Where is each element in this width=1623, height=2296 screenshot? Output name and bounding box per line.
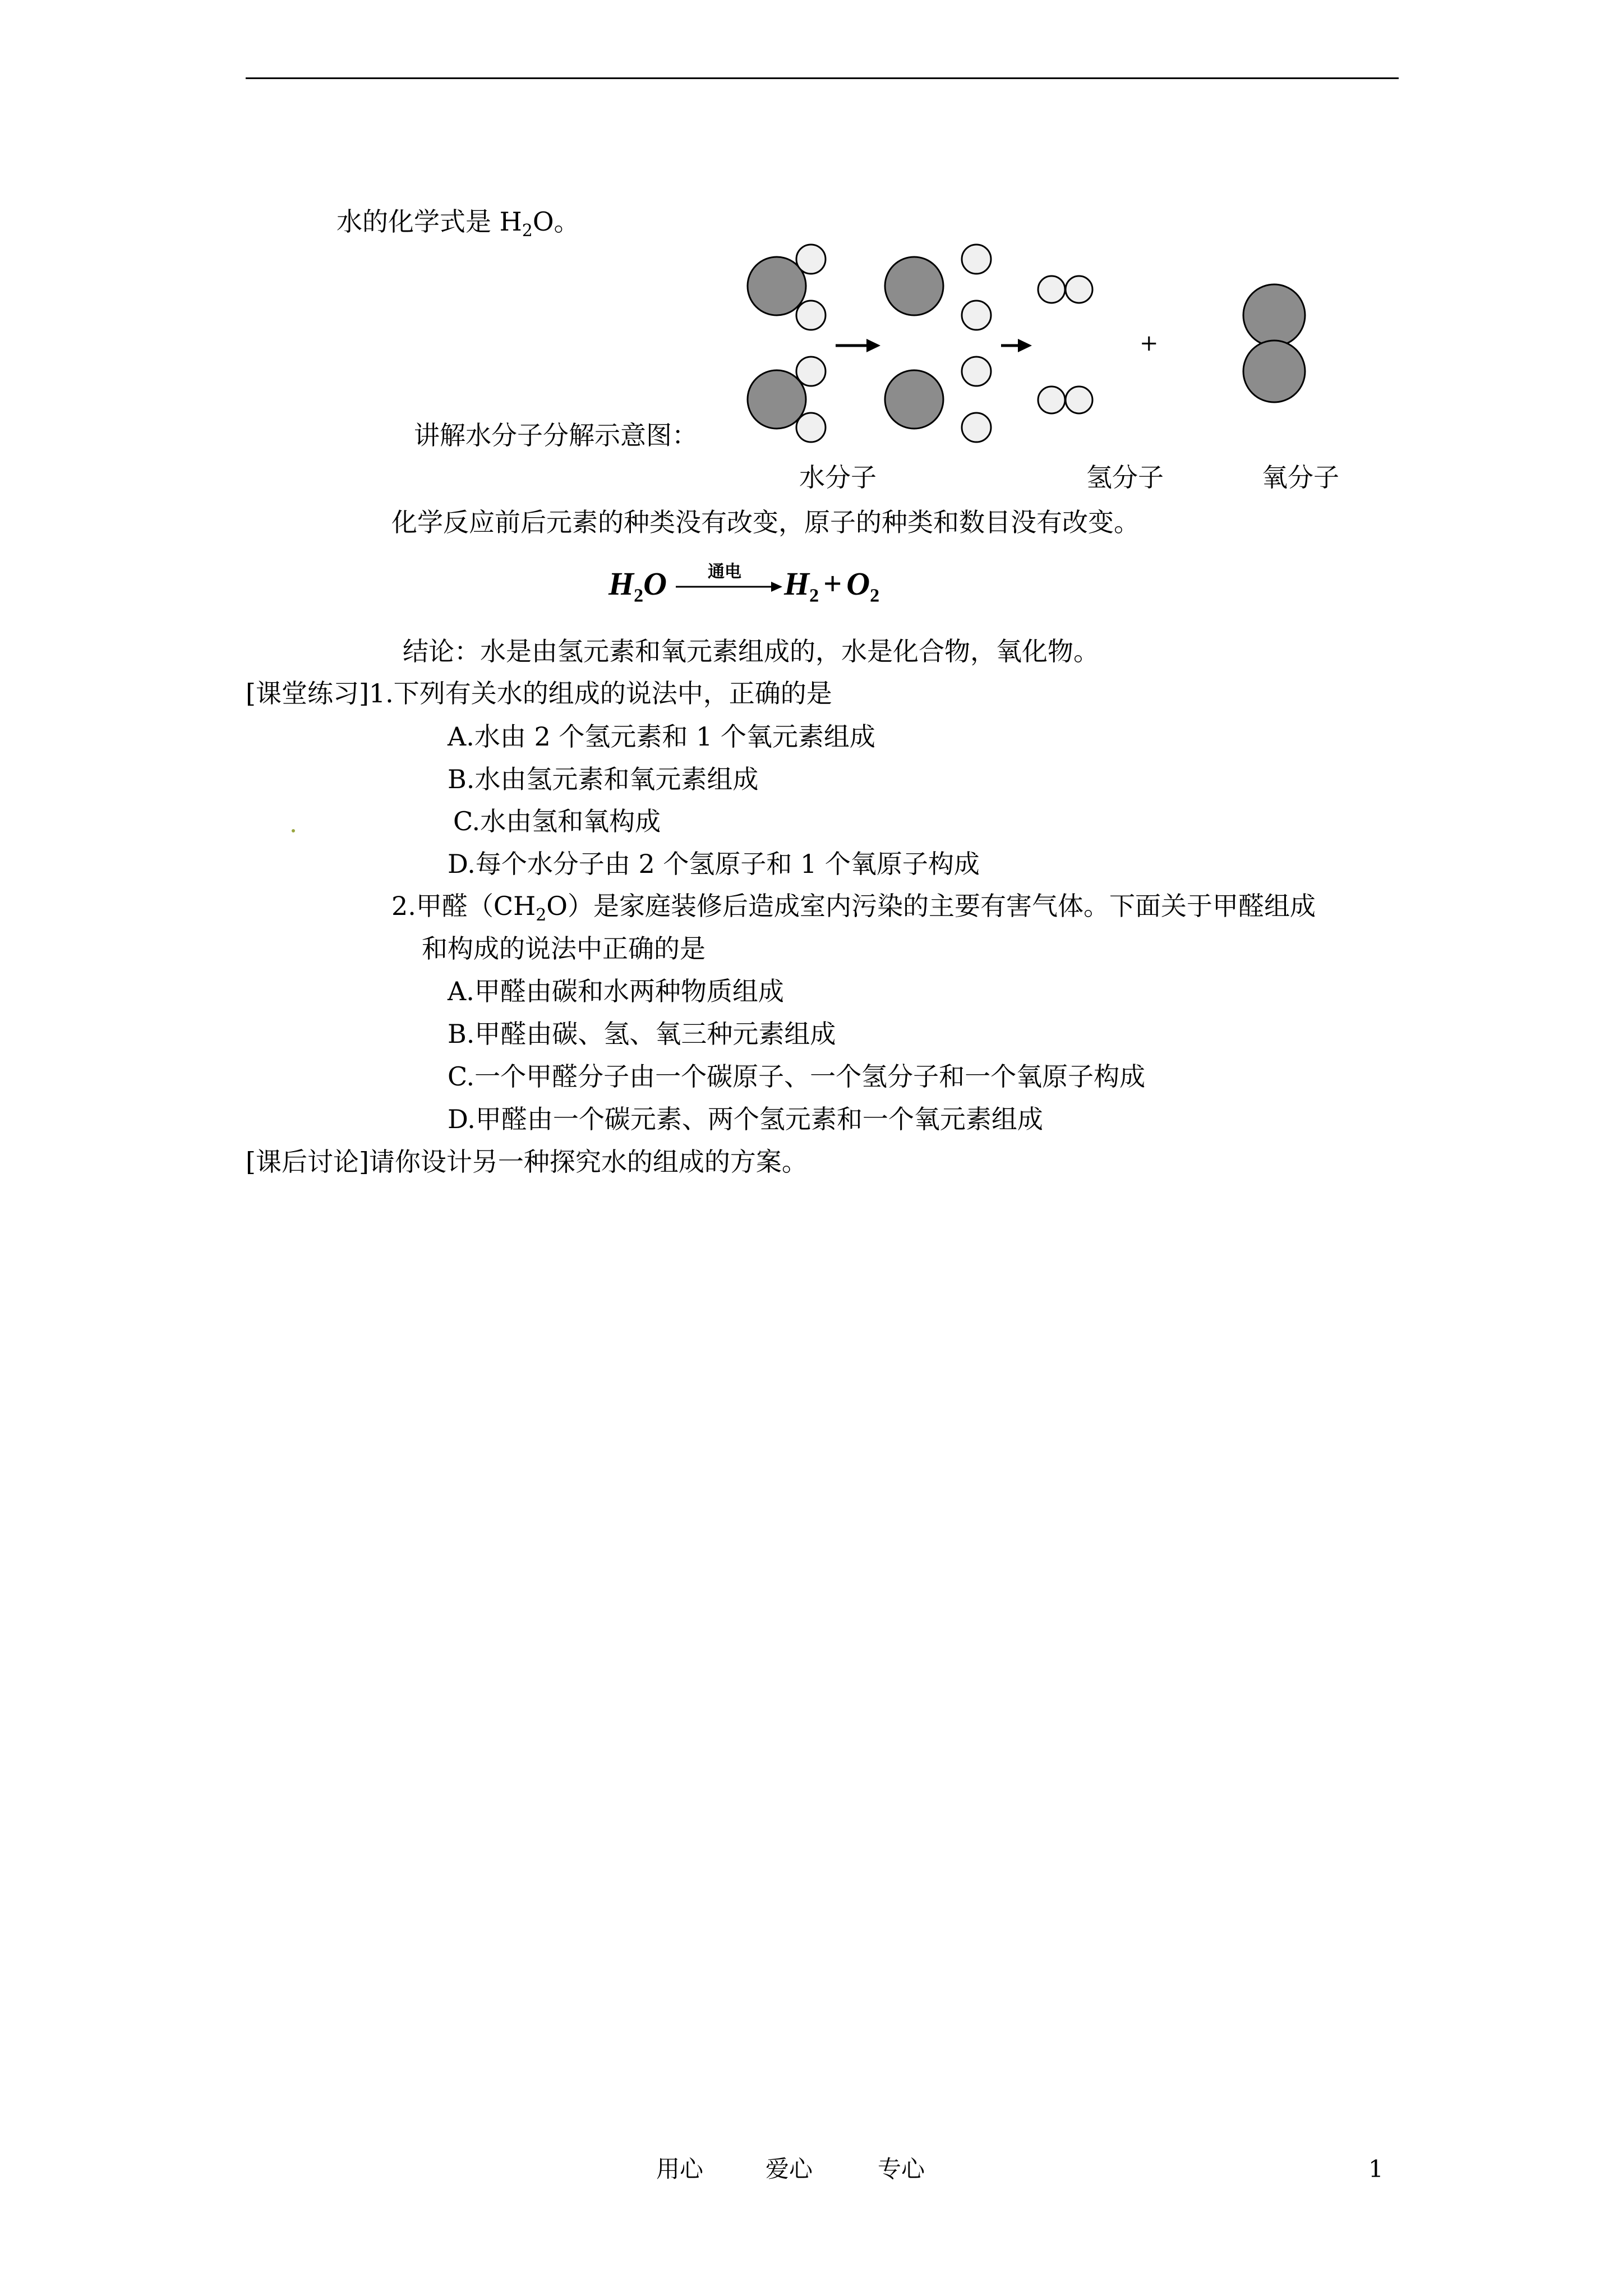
discussion: [课后讨论]请你设计另一种探究水的组成的方案。 [246, 1147, 808, 1177]
q2-option-b: B.甲醛由碳、氢、氧三种元素组成 [448, 1019, 836, 1049]
eq-plus: + [823, 565, 842, 602]
diagram-caption: 讲解水分子分解示意图： [414, 420, 698, 450]
eq-h2-sub: 2 [809, 585, 819, 606]
plus-sign: + [1140, 330, 1159, 356]
equation-products [784, 565, 880, 606]
q2-subscript: 2 [536, 905, 547, 926]
eq-h2: H [784, 565, 810, 602]
q2-line2: 和构成的说法中正确的是 [422, 933, 706, 964]
formula-text: 水的化学式是 H [336, 206, 522, 237]
formula-subscript: 2 [522, 221, 533, 241]
eq-o2-sub: 2 [870, 585, 880, 606]
label-oxygen-molecule: 氧分子 [1262, 462, 1339, 493]
label-water-molecule: 水分子 [799, 462, 877, 493]
eq-o: O [643, 565, 667, 602]
exercise-heading: [课堂练习]1.下列有关水的组成的说法中，正确的是 [246, 678, 832, 708]
q1-option-a: A.水由 2 个氢元素和 1 个氧元素组成 [448, 721, 875, 752]
formula-text-end: O。 [532, 206, 580, 237]
q2-option-a: A.甲醛由碳和水两种物质组成 [448, 976, 784, 1006]
footer-item-1: 用心 [656, 2155, 704, 2183]
stray-dot [292, 829, 295, 832]
reaction-condition: 通电 [708, 562, 741, 582]
footer-item-3: 专心 [878, 2155, 925, 2183]
eq-h: H [608, 565, 634, 602]
q2-option-c: C.一个甲醛分子由一个碳原子、一个氢分子和一个氧原子构成 [448, 1061, 1146, 1092]
conclusion: 结论：水是由氢元素和氧元素组成的，水是化合物，氧化物。 [403, 636, 1099, 666]
q2-text-post: O）是家庭装修后造成室内污染的主要有害气体。下面关于甲醛组成 [546, 891, 1316, 921]
label-hydrogen-molecule: 氢分子 [1086, 462, 1164, 493]
q1-option-d: D.每个水分子由 2 个氢原子和 1 个氧原子构成 [448, 849, 980, 879]
q2-option-d: D.甲醛由一个碳元素、两个氢元素和一个氧元素组成 [448, 1104, 1043, 1134]
statement: 化学反应前后元素的种类没有改变，原子的种类和数目没有改变。 [391, 507, 1140, 537]
eq-o2: O [846, 565, 870, 602]
footer-item-2: 爱心 [766, 2155, 813, 2183]
q1-option-b: B.水由氢元素和氧元素组成 [448, 764, 759, 794]
q2-line1 [391, 893, 1316, 924]
q2-text-pre: 2.甲醛（CH [391, 891, 536, 921]
q1-option-c: C.水由氢和氧构成 [453, 806, 661, 836]
page-number: 1 [1368, 2155, 1384, 2183]
eq-h-sub: 2 [634, 585, 644, 606]
